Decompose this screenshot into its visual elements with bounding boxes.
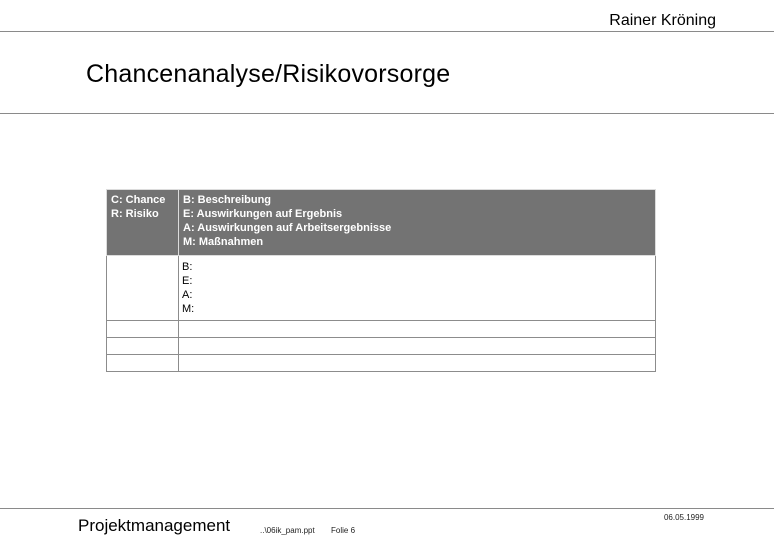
footer-rule	[0, 508, 774, 509]
header-rule-bottom	[0, 113, 774, 114]
row-result-impact-label: E:	[182, 275, 193, 287]
row-measures-label: M:	[182, 303, 195, 315]
header-chance-label: C: Chance	[111, 194, 166, 206]
row-work-impact-label: A:	[182, 289, 193, 301]
table-cell	[179, 355, 656, 372]
table-header-row	[107, 190, 656, 256]
table-cell	[107, 321, 179, 338]
footer-slide-number: Folie 6	[331, 526, 356, 535]
footer-date: 06.05.1999	[663, 513, 704, 522]
header-rule-top	[0, 31, 774, 32]
table-cell	[107, 355, 179, 372]
header-work-impact-label: A: Auswirkungen auf Arbeitsergebnisse	[183, 222, 392, 234]
table-cell	[179, 338, 656, 355]
row-description-label: B:	[182, 261, 193, 273]
header-measures-label: M: Maßnahmen	[183, 236, 264, 248]
table-row	[107, 321, 656, 338]
table-cell	[107, 338, 179, 355]
table-cell	[179, 321, 656, 338]
header-cell-details	[179, 190, 656, 256]
footer-course-name: Projektmanagement	[78, 516, 231, 535]
header-description-label: B: Beschreibung	[183, 194, 272, 206]
table-cell-type	[107, 256, 179, 321]
slide-title: Chancenanalyse/Risikovorsorge	[86, 60, 451, 88]
table-row	[107, 256, 656, 321]
author-name: Rainer Kröning	[609, 12, 716, 29]
table-row	[107, 355, 656, 372]
header-cell-type	[107, 190, 179, 256]
table-row	[107, 338, 656, 355]
table-cell-details	[179, 256, 656, 321]
header-result-impact-label: E: Auswirkungen auf Ergebnis	[183, 208, 343, 220]
header-risk-label: R: Risiko	[111, 208, 159, 220]
footer-file-name: ..\06ik_pam.ppt	[260, 526, 315, 535]
risk-table	[106, 189, 656, 372]
